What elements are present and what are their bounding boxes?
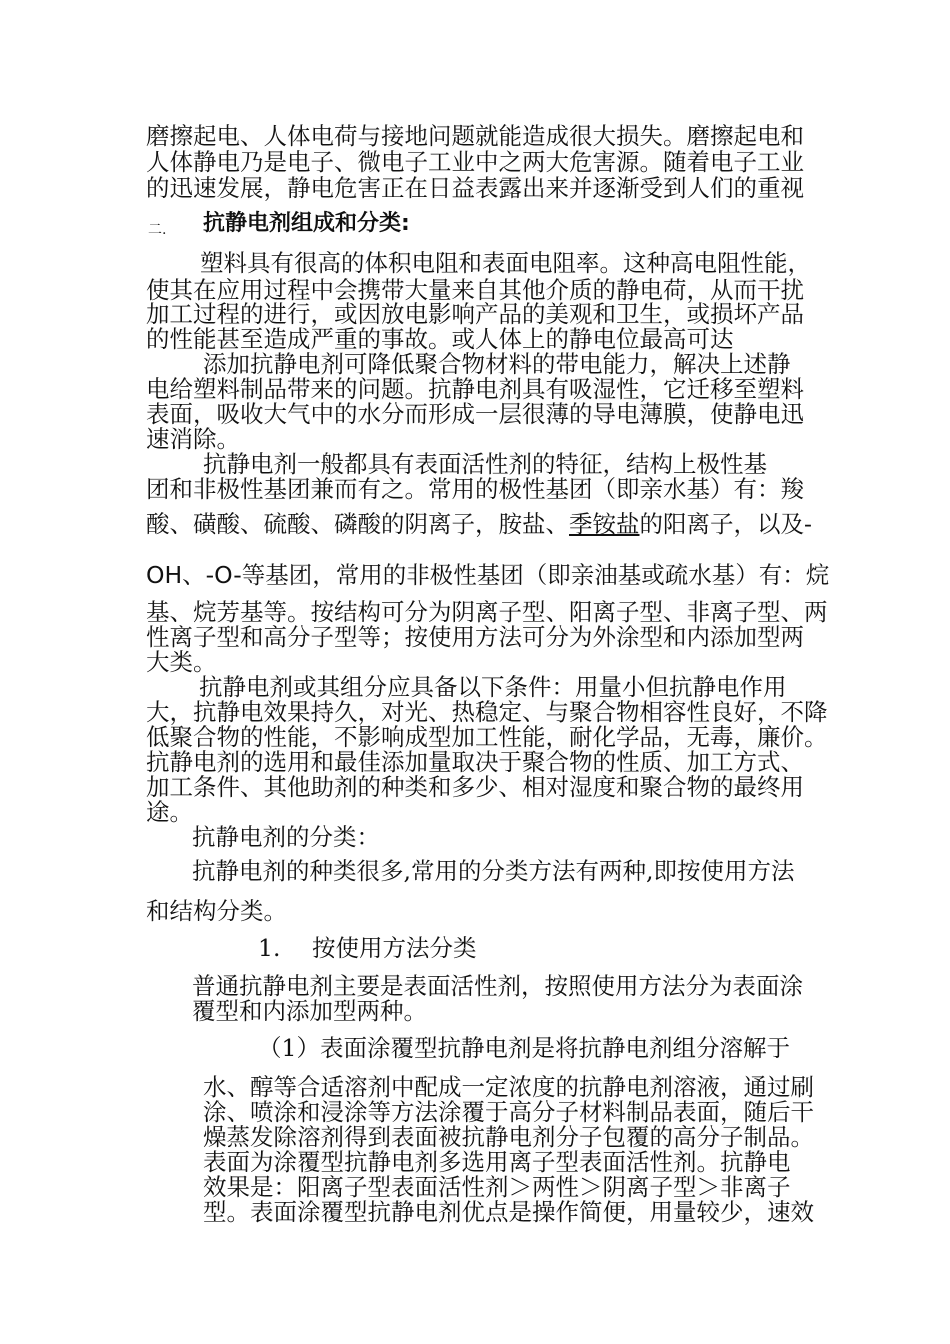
text-line: 大类。: [146, 648, 217, 676]
section-marker: 二.: [148, 222, 167, 238]
text-line: 磨擦起电、人体电荷与接地问题就能造成很大损失。磨擦起电和: [146, 122, 804, 150]
text-line: 型。表面涂覆型抗静电剂优点是操作简便，用量较少，速效: [203, 1198, 814, 1226]
text-line: 抗静电剂一般都具有表面活性剂的特征，结构上极性基: [203, 450, 767, 478]
text-line: 电给塑料制品带来的问题。抗静电剂具有吸湿性，它迁移至塑料: [146, 375, 804, 403]
text-line: [146, 510, 812, 538]
text-line: 覆型和内添加型两种。: [192, 997, 427, 1025]
text-line: 基、烷芳基等。按结构可分为阴离子型、阳离子型、非离子型、两: [146, 598, 828, 626]
text-line: 表面，吸收大气中的水分而形成一层很薄的导电薄膜，使静电迅: [146, 400, 804, 428]
text-line: 低聚合物的性能，不影响成型加工性能，耐化学品，无毒，廉价。: [146, 723, 828, 751]
text-line: 燥蒸发除溶剂得到表面被抗静电剂分子包覆的高分子制品。: [203, 1123, 814, 1151]
text-line: 涂、喷涂和浸涂等方法涂覆于高分子材料制品表面，随后干: [203, 1098, 814, 1126]
text-line: 加工条件、其他助剂的种类和多少、相对湿度和聚合物的最终用: [146, 773, 804, 801]
text-line: 抗静电剂的选用和最佳添加量取决于聚合物的性质、加工方式、: [146, 748, 804, 776]
text-line: 表面为涂覆型抗静电剂多选用离子型表面活性剂。抗静电: [203, 1148, 791, 1176]
text-line: 使其在应用过程中会携带大量来自其他介质的静电荷，从而干扰: [146, 276, 804, 304]
text-line: 普通抗静电剂主要是表面活性剂，按照使用方法分为表面涂: [192, 972, 803, 1000]
text-line: 团和非极性基团兼而有之。常用的极性基团（即亲水基）有：羧: [146, 475, 804, 503]
text-line: 和结构分类。: [146, 897, 287, 925]
text-line: 效果是：阳离子型表面活性剂＞两性＞阴离子型＞非离子: [203, 1173, 791, 1201]
text-line: 抗静电剂的分类：: [192, 823, 380, 851]
section-heading: 抗静电剂组成和分类:: [203, 211, 410, 236]
text-line: 速消除。: [146, 425, 240, 453]
text-line: 大，抗静电效果持久，对光、热稳定、与聚合物相容性良好，不降: [146, 698, 828, 726]
text-line: 途。: [146, 798, 193, 826]
text-line: 添加抗静电剂可降低聚合物材料的带电能力，解决上述静: [203, 350, 791, 378]
text-line: 加工过程的进行，或因放电影响产品的美观和卫生，或损坏产品: [146, 300, 804, 328]
text-line: 抗静电剂或其组分应具备以下条件：用量小但抗静电作用: [199, 673, 787, 701]
hyperlink-quaternary-ammonium[interactable]: 季铵盐: [569, 510, 640, 538]
text-line: 人体静电乃是电子、微电子工业中之两大危害源。随着电子工业: [146, 148, 804, 176]
list-heading: 按使用方法分类: [312, 934, 477, 962]
text-run: 酸、磺酸、硫酸、磷酸的阴离子，胺盐、: [146, 510, 569, 538]
text-line: （1）表面涂覆型抗静电剂是将抗静电剂组分溶解于: [258, 1034, 790, 1062]
text-line: 的性能甚至造成严重的事故。或人体上的静电位最高可达: [146, 325, 734, 353]
text-line: OH、-O-等基团，常用的非极性基团（即亲油基或疏水基）有：烷: [146, 561, 830, 589]
list-number: 1.: [258, 934, 281, 962]
text-run: 的阳离子，以及-: [639, 510, 812, 538]
text-line: 的迅速发展，静电危害正在日益表露出来并逐渐受到人们的重视: [146, 174, 804, 202]
text-line: 水、醇等合适溶剂中配成一定浓度的抗静电剂溶液，通过刷: [203, 1073, 814, 1101]
text-line: 塑料具有很高的体积电阻和表面电阻率。这种高电阻性能，: [200, 249, 811, 277]
text-line: 性离子型和高分子型等；按使用方法可分为外涂型和内添加型两: [146, 623, 804, 651]
text-line: 抗静电剂的种类很多,常用的分类方法有两种,即按使用方法: [192, 857, 795, 885]
